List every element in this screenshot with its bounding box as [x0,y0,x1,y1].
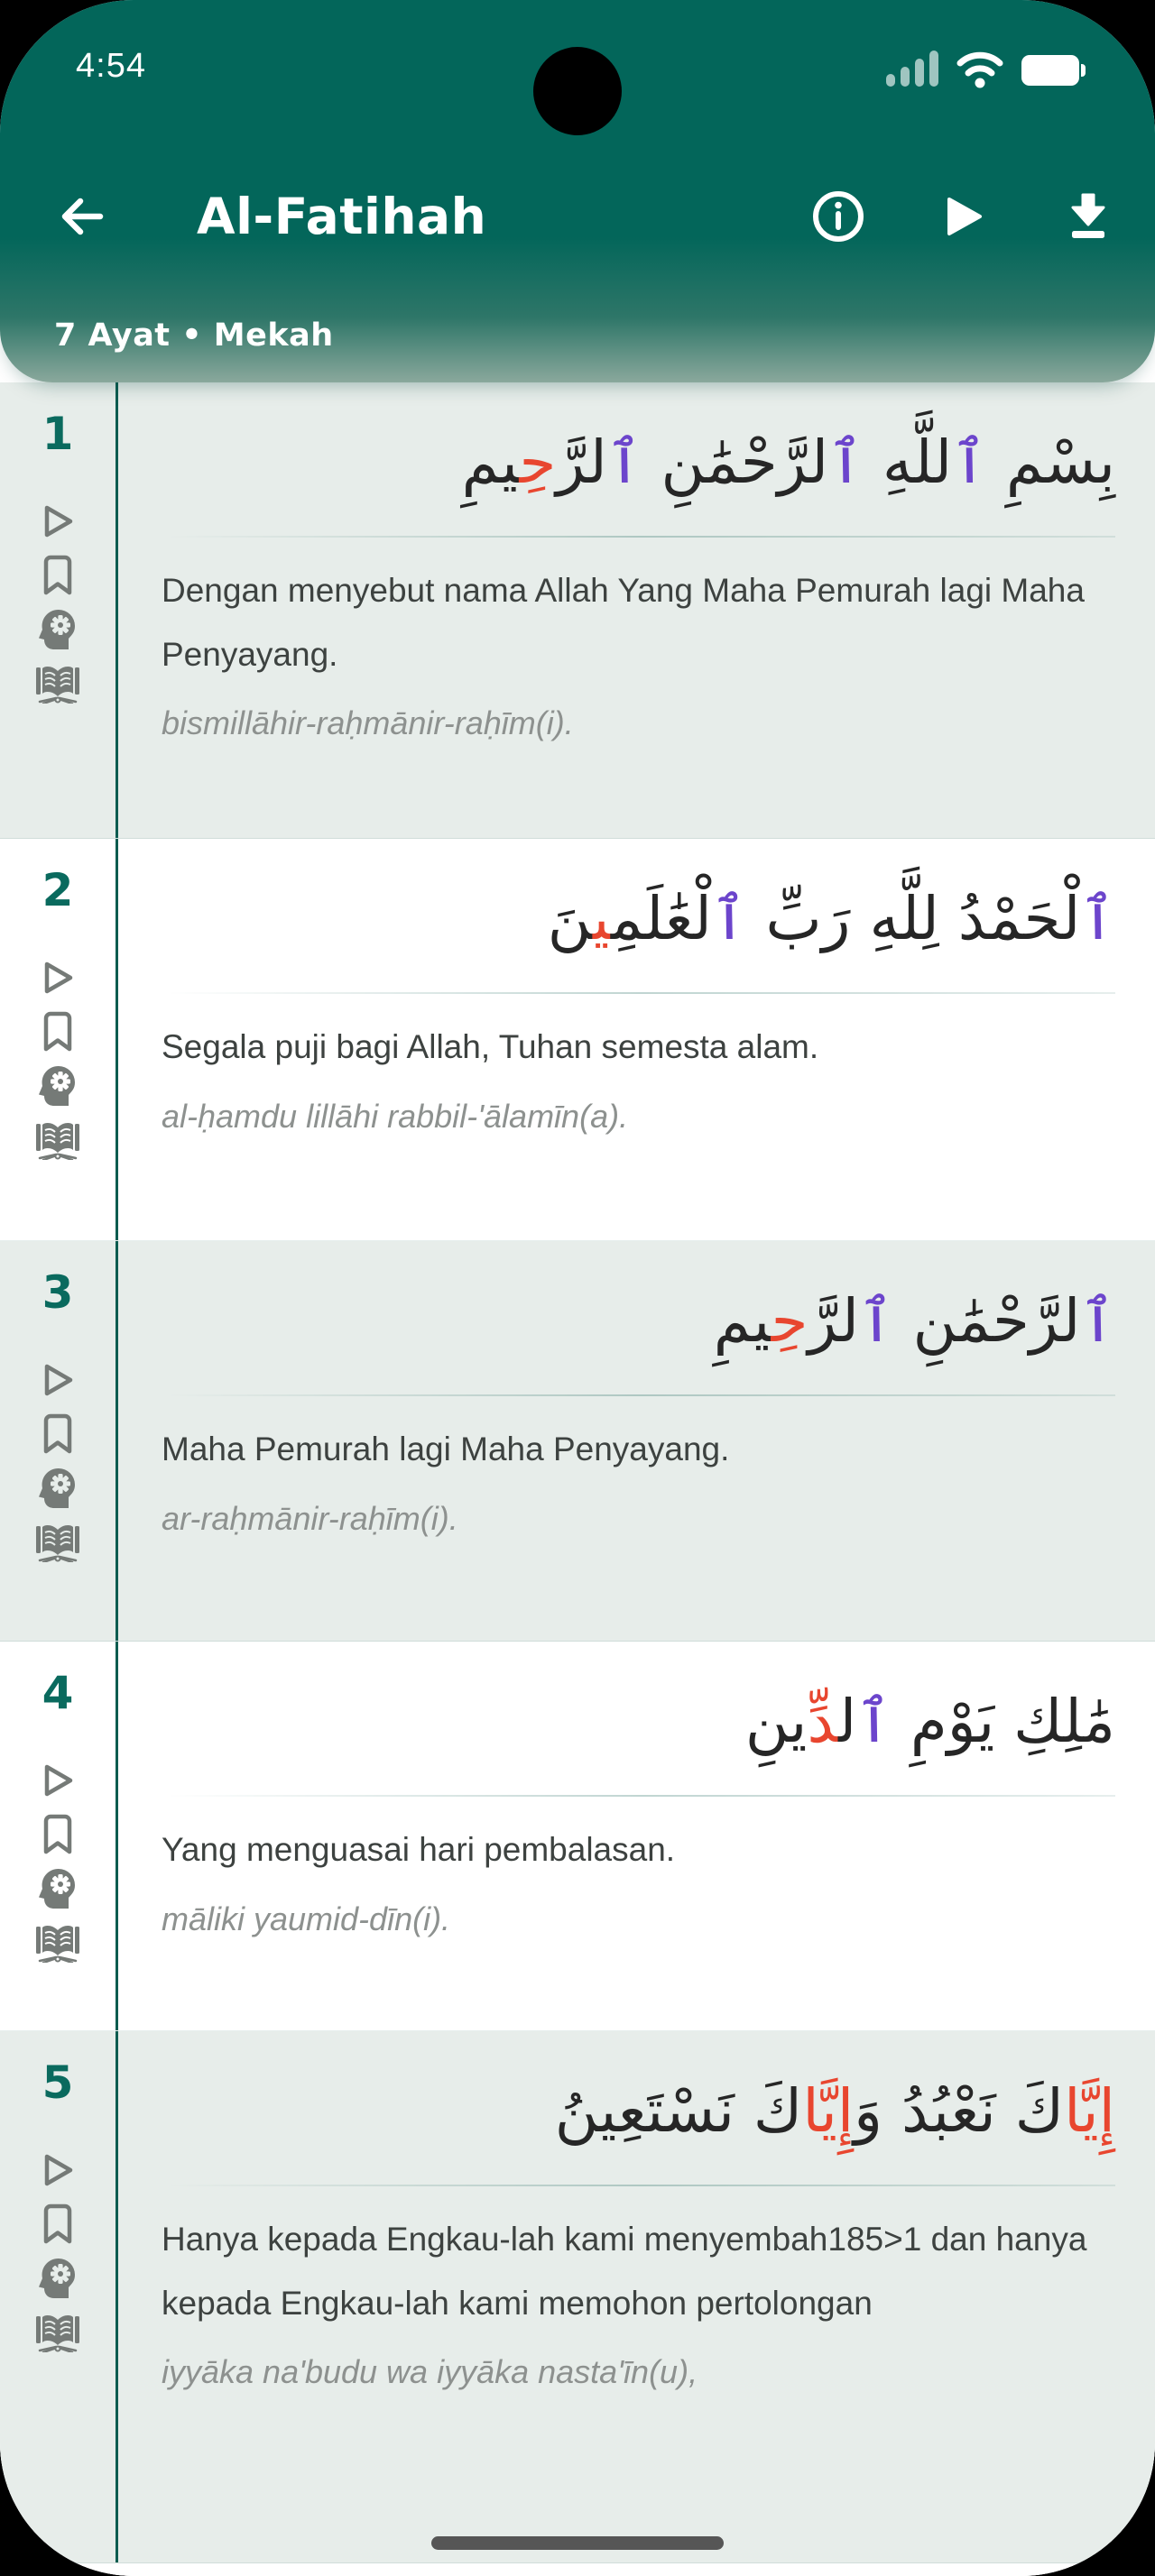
page-title: Al-Fatihah [197,188,487,245]
read-icon [34,664,81,704]
back-button[interactable] [54,189,110,244]
divider [167,2185,1115,2186]
play-ayat-button[interactable] [34,1359,81,1401]
play-surah-button[interactable] [946,195,984,238]
tafsir-button[interactable] [34,2258,81,2299]
ayat-arabic-text: ٱلرَّحْمَٰنِ ٱلرَّحِيمِ [713,1286,1115,1356]
play-surah-icon [946,195,984,238]
read-icon [34,1923,81,1963]
ayat-arabic-text: ٱلْحَمْدُ لِلَّهِ رَبِّ ٱلْعَٰلَمِينَ [547,884,1115,953]
play-ayat-icon [40,1762,76,1799]
divider [167,536,1115,538]
ayat-translation: Maha Pemurah lagi Maha Penyayang. [162,1431,730,1468]
signal-icon [886,51,938,88]
ayat-transliteration: ar-raḥmānir-raḥīm(i). [162,1499,458,1537]
wifi-icon [956,49,1003,88]
play-ayat-icon [40,502,76,540]
read-icon [34,1120,81,1160]
read-ayat-button[interactable] [34,663,81,704]
ayat-actions [0,1642,118,2030]
play-ayat-button[interactable] [34,2149,81,2191]
divider [167,992,1115,994]
ayat-content [118,839,1155,1240]
battery-icon [1021,55,1079,86]
tafsir-icon [37,1867,79,1910]
bookmark-icon [39,2203,77,2245]
ayat-row-3 [0,1241,1155,1642]
ayat-number: 1 [42,408,74,460]
ayat-number: 5 [42,2056,74,2109]
home-indicator[interactable] [431,2536,724,2550]
ayat-number: 2 [42,864,74,916]
bookmark-icon [39,555,77,596]
ayat-transliteration: bismillāhir-raḥmānir-raḥīm(i). [162,704,574,741]
bookmark-icon [39,1814,77,1855]
back-icon [56,190,108,243]
play-ayat-button[interactable] [34,957,81,998]
ayat-actions [0,1241,118,1641]
ayat-content [118,382,1155,838]
divider [167,1394,1115,1396]
ayat-row-4 [0,1642,1155,2031]
ayat-actions [0,839,118,1240]
ayat-row-5 [0,2031,1155,2563]
bookmark-ayat-button[interactable] [34,1814,81,1855]
bookmark-ayat-button[interactable] [34,1413,81,1455]
info-icon [810,189,866,244]
tafsir-button[interactable] [34,1868,81,1909]
tafsir-icon [37,1467,79,1510]
play-ayat-button[interactable] [34,1760,81,1801]
ayat-translation: Segala puji bagi Allah, Tuhan semesta alam. [162,1028,819,1066]
bookmark-ayat-button[interactable] [34,1011,81,1053]
ayat-arabic-text: مَٰلِكِ يَوْمِ ٱلدِّينِ [744,1687,1115,1756]
read-icon [34,2313,81,2352]
tafsir-icon [37,608,79,651]
tafsir-icon [37,1064,79,1108]
tafsir-button[interactable] [34,1065,81,1107]
header-actions [810,189,1113,244]
play-ayat-button[interactable] [34,501,81,542]
ayat-actions [0,2031,118,2562]
ayat-transliteration: al-ḥamdu lillāhi rabbil-'ālamīn(a). [162,1097,629,1135]
verse-list [0,382,1155,2576]
ayat-content [118,2031,1155,2562]
download-button[interactable] [1063,191,1113,242]
ayat-arabic-text: إِيَّاكَ نَعْبُدُ وَإِيَّاكَ نَسْتَعِينُ [554,2076,1115,2146]
camera-notch [533,47,622,135]
list-tail [0,2563,1155,2576]
bookmark-ayat-button[interactable] [34,555,81,596]
status-icons [886,45,1079,88]
read-ayat-button[interactable] [34,1119,81,1161]
bookmark-icon [39,1413,77,1455]
app-bar [54,168,1113,265]
ayat-number: 4 [42,1667,74,1719]
read-icon [34,1523,81,1562]
surah-meta: 7 Ayat • Mekah [54,317,334,354]
bookmark-icon [39,1011,77,1053]
ayat-actions [0,382,118,838]
tafsir-button[interactable] [34,609,81,650]
ayat-translation: Dengan menyebut nama Allah Yang Maha Pemurah lagi Maha Penyayang. [162,572,1085,673]
download-icon [1063,191,1113,242]
ayat-arabic-text: بِسْمِ ٱللَّهِ ٱلرَّحْمَٰنِ ٱلرَّحِيمِ [461,428,1115,497]
play-ayat-icon [40,959,76,997]
ayat-transliteration: māliki yaumid-dīn(i). [162,1900,451,1937]
read-ayat-button[interactable] [34,1522,81,1563]
ayat-content [118,1241,1155,1641]
ayat-transliteration: iyyāka na'budu wa iyyāka nasta'īn(u), [162,2352,698,2390]
play-ayat-icon [40,2151,76,2189]
read-ayat-button[interactable] [34,1922,81,1964]
ayat-row-2 [0,839,1155,1241]
ayat-row-1 [0,382,1155,839]
tafsir-icon [37,2257,79,2300]
info-button[interactable] [810,189,866,244]
status-time: 4:54 [76,47,146,85]
ayat-translation: Yang menguasai hari pembalasan. [162,1831,676,1869]
bookmark-ayat-button[interactable] [34,2203,81,2245]
ayat-translation: Hanya kepada Engkau-lah kami menyembah185>1 dan hanya kepada Engkau-lah kami memohon pertolongan [162,2221,1087,2322]
ayat-number: 3 [42,1266,74,1319]
read-ayat-button[interactable] [34,2312,81,2353]
ayat-content [118,1642,1155,2030]
play-ayat-icon [40,1361,76,1399]
tafsir-button[interactable] [34,1467,81,1509]
divider [167,1795,1115,1797]
